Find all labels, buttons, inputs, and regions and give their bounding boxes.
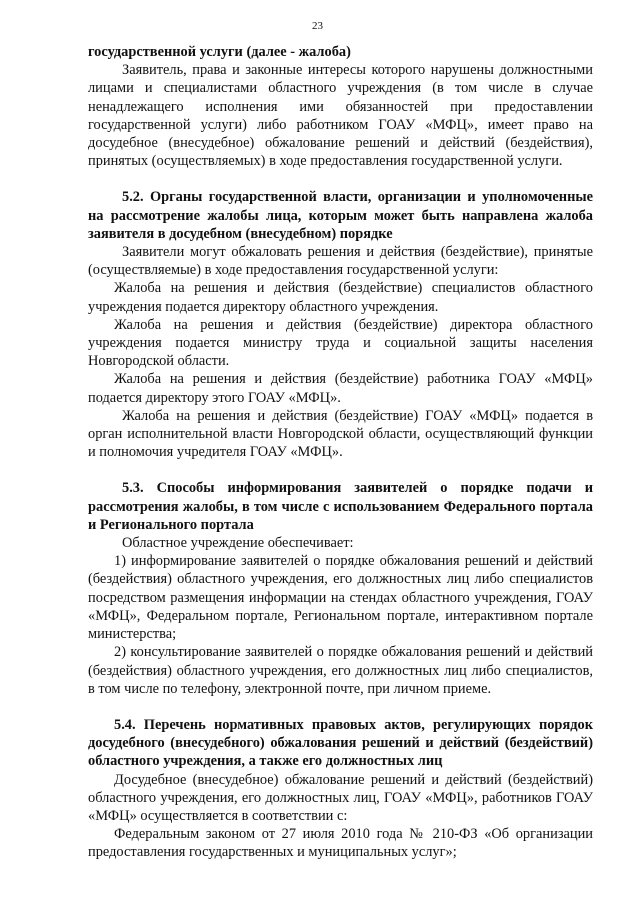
paragraph-federal-law: Федеральным законом от 27 июля 2010 года № 210-ФЗ «Об организации предоставления государственных и муниципальных услуг»; (88, 826, 593, 861)
paragraph-complaint-mfc-worker: Жалоба на решения и действия (бездействие) работника ГОАУ «МФЦ» подается директору этого ГОАУ «МФЦ». (88, 371, 593, 406)
list-item-informing: 1) информирование заявителей о порядке обжалования решений и действий (бездействия) областного учреждения, его должностных лиц либо специалистов посредством размещения информации на стендах областного учреждения, ГОАУ «МФЦ», Федеральном портале, Региональном портале, интерактивном портале министерства; (88, 553, 593, 643)
section-heading-5-2: 5.2. Органы государственной власти, организации и уполномоченные на рассмотрение жалобы лица, которым может быть направлена жалоба заявителя в досудебном (внесудебном) порядке (88, 189, 593, 242)
page-content (88, 43, 593, 862)
paragraph-complaint-director: Жалоба на решения и действия (бездействие) директора областного учреждения подается министру труда и социальной защиты населения Новгородской области. (88, 316, 593, 370)
paragraph-applicants-appeal: Заявители могут обжаловать решения и действия (бездействие), принятые (осуществляемые) в ходе предоставления государственной услуги: (88, 244, 593, 279)
paragraph-complaint-mfc: Жалоба на решения и действия (бездействие) ГОАУ «МФЦ» подается в орган исполнительной власти Новгородской области, осуществляющий функции и полномочия учредителя ГОАУ «МФЦ». (88, 407, 593, 461)
paragraph-complaint-specialists: Жалоба на решения и действия (бездействие) специалистов областного учреждения подается директору областного учреждения. (88, 280, 593, 315)
page-number: 23 (312, 20, 323, 32)
paragraph-pretrial-appeal: Досудебное (внесудебное) обжалование решений и действий (бездействий) областного учреждения, его должностных лиц, ГОАУ «МФЦ», работников ГОАУ «МФЦ» осуществляется в соответствии с: (88, 771, 593, 824)
section-heading-continued: государственной услуги (далее - жалоба) (88, 44, 351, 60)
section-heading-5-4: 5.4. Перечень нормативных правовых актов, регулирующих порядок досудебного (внесудебного) обжалования решений и действий (бездействий) областного учреждения, а также его должностных лиц (88, 716, 593, 770)
paragraph-institution-provides: Областное учреждение обеспечивает: (122, 535, 354, 552)
list-item-consulting: 2) консультирование заявителей о порядке обжалования решений и действий (бездействия) областного учреждения, его должностных лиц либо специалистов, в том числе по телефону, электронной почте, при личном приеме. (88, 644, 593, 697)
section-heading-5-3: 5.3. Способы информирования заявителей о порядке подачи и рассмотрения жалобы, в том числе с использованием Федерального портала и Регионального портала (88, 480, 593, 533)
paragraph-complaint-right: Заявитель, права и законные интересы которого нарушены должностными лицами и специалистами областного учреждения (в том числе в случае ненадлежащего исполнения ими обязанностей при предоставлении государственной услуги) либо работником ГОАУ «МФЦ», имеет право на досудебное (внесудебное) обжалование решений и действий (бездействия), принятых (осуществляемых) в ходе предоставления государственной услуги. (88, 62, 593, 170)
